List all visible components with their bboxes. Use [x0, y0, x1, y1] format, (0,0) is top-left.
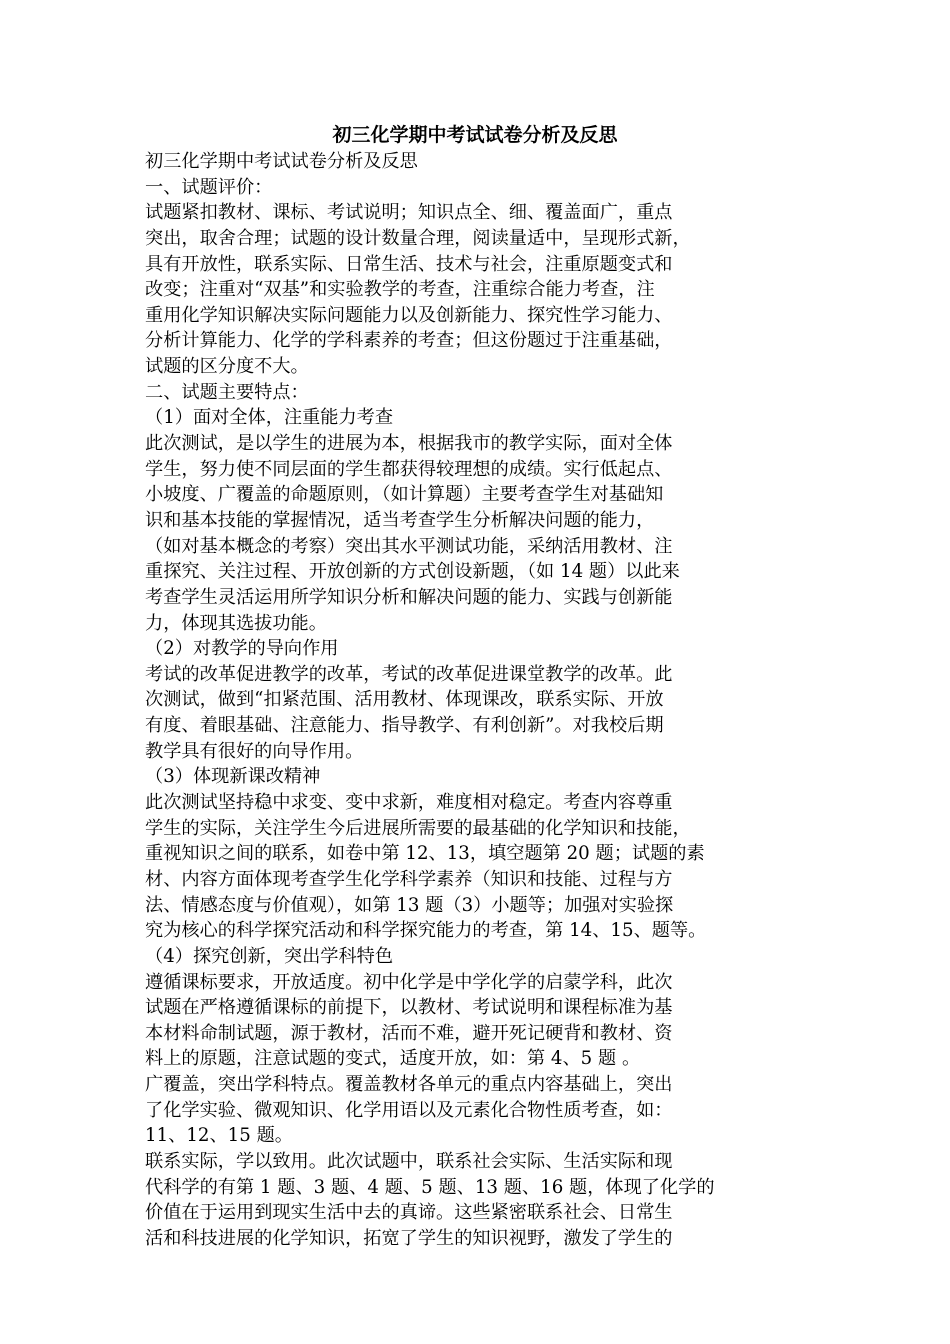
text-line: 重用化学知识解决实际问题能力以及创新能力、探究性学习能力、	[145, 304, 673, 326]
text-line: 联系实际，学以致用。此次试题中，联系社会实际、生活实际和现	[145, 1150, 673, 1172]
text-line: 有度、着眼基础、注意能力、指导教学、有利创新”。对我校后期	[145, 715, 664, 737]
text-line: 学生的实际，关注学生今后进展所需要的最基础的化学知识和技能，	[145, 817, 691, 839]
text-line: 究为核心的科学探究活动和科学探究能力的考查，第 14、15、题等。	[145, 920, 707, 942]
text-line: 初三化学期中考试试卷分析及反思	[145, 151, 418, 172]
subsection-heading: （2）对教学的导向作用	[145, 638, 339, 660]
subsection-heading: （4）探究创新，突出学科特色	[145, 945, 394, 967]
subsection-heading: （1）面对全体，注重能力考查	[145, 407, 394, 429]
document-body	[145, 149, 825, 1252]
text-line: 材、内容方面体现考查学生化学科学素养（知识和技能、过程与方	[145, 868, 673, 890]
text-line: 试题在严格遵循课标的前提下，以教材、考试说明和课程标准为基	[145, 997, 673, 1019]
text-line: 试题紧扣教材、课标、考试说明；知识点全、细、覆盖面广，重点	[145, 202, 673, 224]
text-line: 重探究、关注过程、开放创新的方式创设新题，（如 14 题）以此来	[145, 561, 680, 583]
text-line: 具有开放性，联系实际、日常生活、技术与社会，注重原题变式和	[145, 253, 673, 275]
text-line: 了化学实验、微观知识、化学用语以及元素化合物性质考查，如：	[145, 1099, 673, 1121]
text-line: 料上的原题，注意试题的变式，适度开放，如：第 4、5 题 。	[145, 1048, 641, 1070]
text-line: 突出，取舍合理；试题的设计数量合理，阅读量适中，呈现形式新，	[145, 227, 691, 249]
text-line: 小坡度、广覆盖的命题原则，（如计算题）主要考查学生对基础知	[145, 484, 664, 506]
text-line: 改变；注重对“双基”和实验教学的考查，注重综合能力考查，注	[145, 279, 655, 301]
text-line: 分析计算能力、化学的学科素养的考查；但这份题过于注重基础，	[145, 330, 673, 352]
text-line: 次测试，做到“扣紧范围、活用教材、体现课改，联系实际、开放	[145, 689, 664, 711]
text-line: 考查学生灵活运用所学知识分析和解决问题的能力、实践与创新能	[145, 586, 673, 608]
text-line: 学生，努力使不同层面的学生都获得较理想的成绩。实行低起点、	[145, 458, 673, 480]
subsection-heading: （3）体现新课改精神	[145, 766, 321, 788]
text-line: 遵循课标要求，开放适度。初中化学是中学化学的启蒙学科，此次	[145, 971, 673, 993]
section-heading: 二、试题主要特点：	[145, 381, 309, 403]
document-title: 初三化学期中考试试卷分析及反思	[332, 124, 618, 146]
text-line: （如对基本概念的考察）突出其水平测试功能，采纳活用教材、注	[145, 535, 673, 557]
text-line: 11、12、15 题。	[145, 1125, 293, 1147]
text-line: 代科学的有第 1 题、3 题、4 题、5 题、13 题、16 题，体现了化学的	[145, 1176, 715, 1198]
text-line: 教学具有很好的向导作用。	[145, 740, 364, 762]
text-line: 此次测试，是以学生的进展为本，根据我市的教学实际，面对全体	[145, 433, 673, 455]
text-line: 考试的改革促进教学的改革，考试的改革促进课堂教学的改革。此	[145, 663, 673, 685]
text-line: 法、情感态度与价值观），如第 13 题（3）小题等；加强对实验探	[145, 894, 674, 916]
text-line: 试题的区分度不大。	[145, 356, 309, 378]
text-line: 活和科技进展的化学知识，拓宽了学生的知识视野，激发了学生的	[145, 1227, 673, 1249]
text-line: 重视知识之间的联系，如卷中第 12、13，填空题第 20 题；试题的素	[145, 843, 705, 865]
text-line: 广覆盖，突出学科特点。覆盖教材各单元的重点内容基础上，突出	[145, 1074, 673, 1096]
text-line: 本材料命制试题，源于教材，活而不难，避开死记硬背和教材、资	[145, 1022, 673, 1044]
text-line: 力，体现其选拔功能。	[145, 612, 327, 634]
text-line: 此次测试坚持稳中求变、变中求新，难度相对稳定。考查内容尊重	[145, 792, 673, 814]
section-heading: 一、试题评价：	[145, 176, 273, 198]
text-line: 价值在于运用到现实生活中去的真谛。这些紧密联系社会、日常生	[145, 1202, 673, 1224]
text-line: 识和基本技能的掌握情况，适当考查学生分析解决问题的能力，	[145, 509, 655, 531]
